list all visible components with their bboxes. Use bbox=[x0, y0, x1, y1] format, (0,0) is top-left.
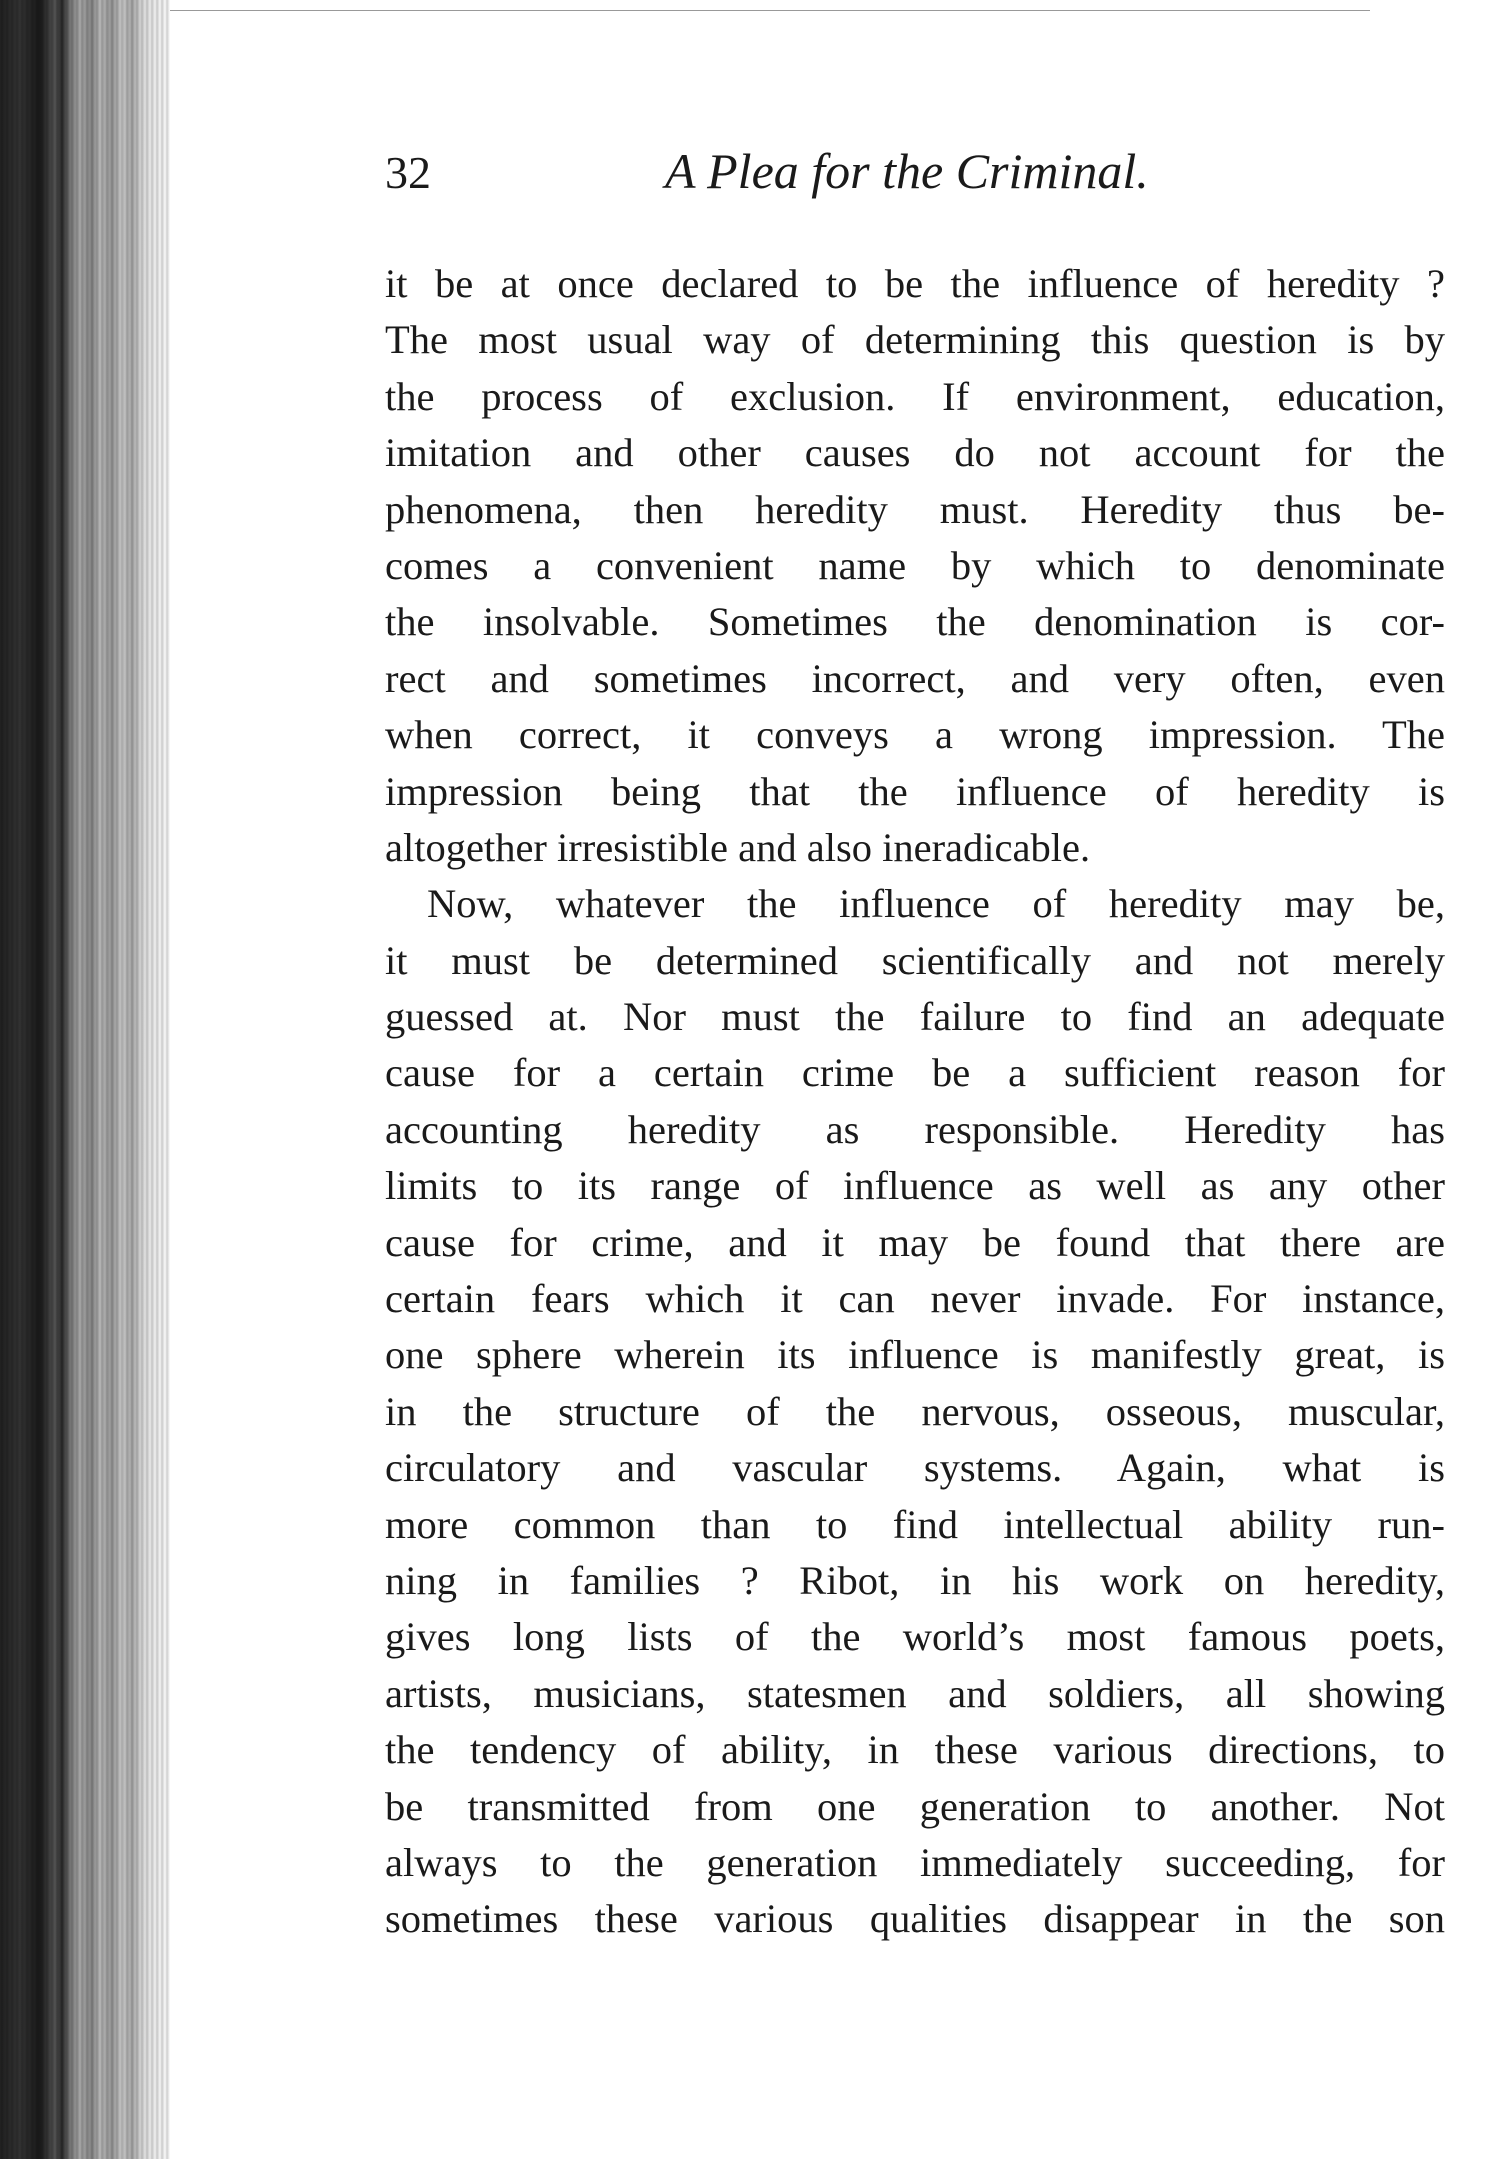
text-line: when correct, it conveys a wrong impression. The bbox=[385, 712, 1445, 758]
text-line: accounting heredity as responsible. Heredity has bbox=[385, 1106, 1445, 1152]
text-line: The most usual way of determining this question is by bbox=[385, 317, 1445, 363]
text-line: rect and sometimes incorrect, and very often, even bbox=[385, 655, 1445, 701]
text-line: the insolvable. Sometimes the denomination is cor- bbox=[385, 599, 1445, 645]
text-line: in the structure of the nervous, osseous, muscular, bbox=[385, 1388, 1445, 1434]
text-line: phenomena, then heredity must. Heredity thus be- bbox=[385, 486, 1445, 532]
text-line: limits to its range of influence as well as any other bbox=[385, 1163, 1445, 1209]
text-line: artists, musicians, statesmen and soldiers, all showing bbox=[385, 1670, 1445, 1716]
page-header bbox=[385, 140, 1445, 210]
text-line: it must be determined scientifically and not merely bbox=[385, 937, 1445, 983]
text-line: cause for a certain crime be a sufficient reason for bbox=[385, 1050, 1445, 1096]
page-content bbox=[385, 140, 1445, 1948]
text-line: be transmitted from one generation to another. Not bbox=[385, 1783, 1445, 1829]
text-line: it be at once declared to be the influence of heredity ? bbox=[385, 261, 1445, 306]
running-title: A Plea for the Criminal. bbox=[665, 143, 1149, 199]
body-text bbox=[385, 256, 1445, 1948]
text-line: ning in families ? Ribot, in his work on heredity, bbox=[385, 1557, 1445, 1603]
text-line: altogether irresistible and also ineradicable. bbox=[385, 824, 1091, 870]
text-line: always to the generation immediately succeeding, for bbox=[385, 1839, 1445, 1885]
page-number: 32 bbox=[385, 147, 431, 198]
text-line: gives long lists of the world’s most famous poets, bbox=[385, 1614, 1445, 1660]
text-line: circulatory and vascular systems. Again, what is bbox=[385, 1445, 1445, 1491]
text-line: cause for crime, and it may be found that there are bbox=[385, 1219, 1445, 1265]
text-line: guessed at. Nor must the failure to find an adequate bbox=[385, 994, 1445, 1040]
text-line: the tendency of ability, in these various directions, to bbox=[385, 1727, 1445, 1773]
text-line: imitation and other causes do not account for the bbox=[385, 430, 1445, 476]
text-line: more common than to find intellectual ability run- bbox=[385, 1501, 1445, 1547]
text-line: impression being that the influence of heredity is bbox=[385, 768, 1445, 814]
book-gutter bbox=[0, 0, 170, 2159]
text-line: comes a convenient name by which to denominate bbox=[385, 542, 1445, 588]
text-line: Now, whatever the influence of heredity may be, bbox=[427, 881, 1445, 927]
text-line: sometimes these various qualities disappear in the son bbox=[385, 1896, 1445, 1942]
text-line: the process of exclusion. If environment, education, bbox=[385, 373, 1445, 419]
text-line: certain fears which it can never invade. For instance, bbox=[385, 1276, 1445, 1322]
top-rule bbox=[170, 10, 1370, 11]
text-line: one sphere wherein its influence is manifestly great, is bbox=[385, 1332, 1445, 1378]
